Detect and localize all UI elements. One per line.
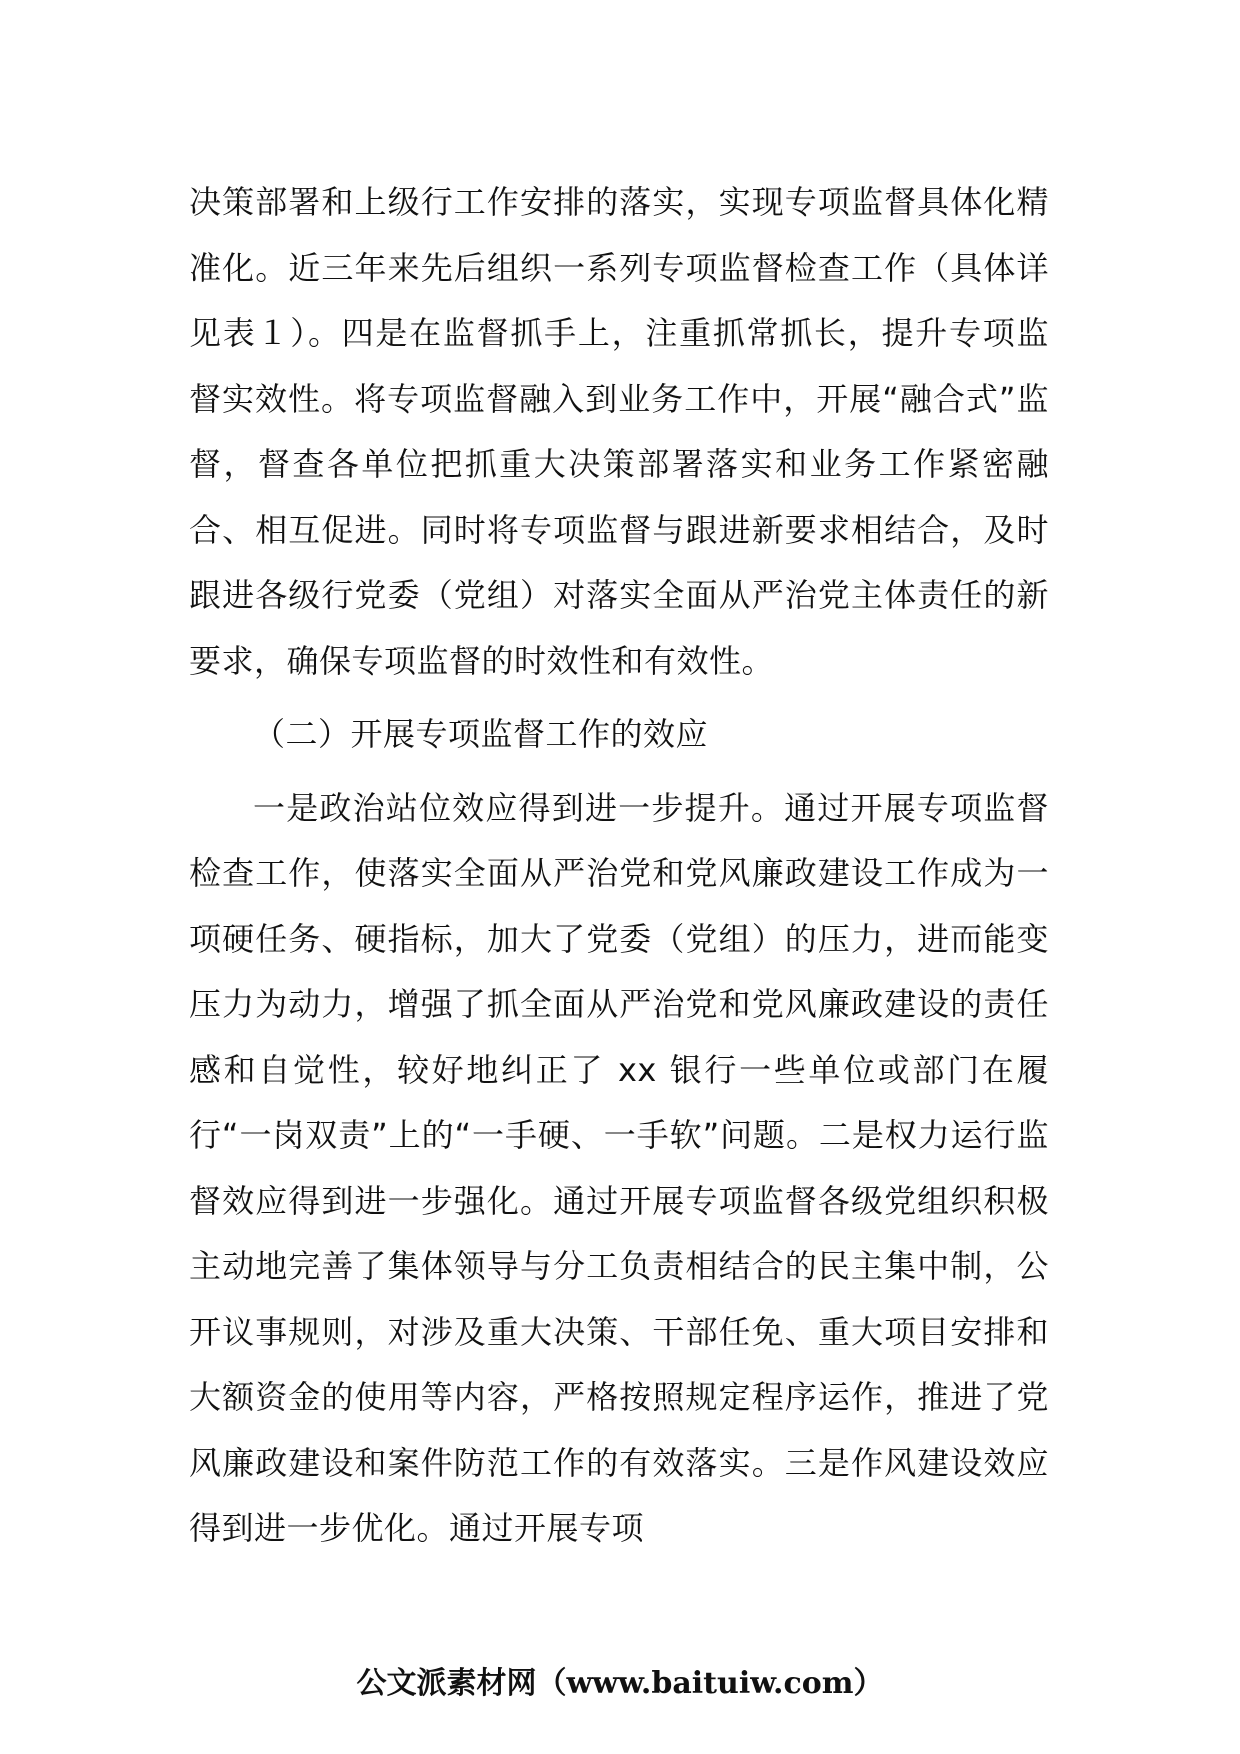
paragraph-continuation: 决策部署和上级行工作安排的落实，实现专项监督具体化精准化。近三年来先后组织一系列专项监督检查工作（具体详见表１）。四是在监督抓手上，注重抓常抓长，提升专项监督实效性。将专项监督融入到业务工作中，开展“融合式”监督，督查各单位把抓重大决策部署落实和业务工作紧密融合、相互促进。同时将专项监督与跟进新要求相结合，及时跟进各级行党委（党组）对落实全面从严治党主体责任的新要求，确保专项监督的时效性和有效性。: [189, 183, 1049, 680]
paragraph-effects: 一是政治站位效应得到进一步提升。通过开展专项监督检查工作，使落实全面从严治党和党风廉政建设工作成为一项硬任务、硬指标，加大了党委（党组）的压力，进而能变压力为动力，增强了抓全面从严治党和党风廉政建设的责任感和自觉性，较好地纠正了 xx 银行一些单位或部门在履行“一岗双责”上的“一手硬、一手软”问题。二是权力运行监督效应得到进一步强化。通过开展专项监督各级党组织积极主动地完善了集体领导与分工负责相结合的民主集中制，公开议事规则，对涉及重大决策、干部任免、重大项目安排和大额资金的使用等内容，严格按照规定程序运作，推进了党风廉政建设和案件防范工作的有效落实。三是作风建设效应得到进一步优化。通过开展专项: [189, 788, 1049, 1547]
watermark-footer: 公文派素材网（www.baituiw.com）: [356, 1666, 884, 1701]
document-body: [189, 170, 1049, 1562]
section-heading: （二）开展专项监督工作的效应: [253, 715, 709, 753]
